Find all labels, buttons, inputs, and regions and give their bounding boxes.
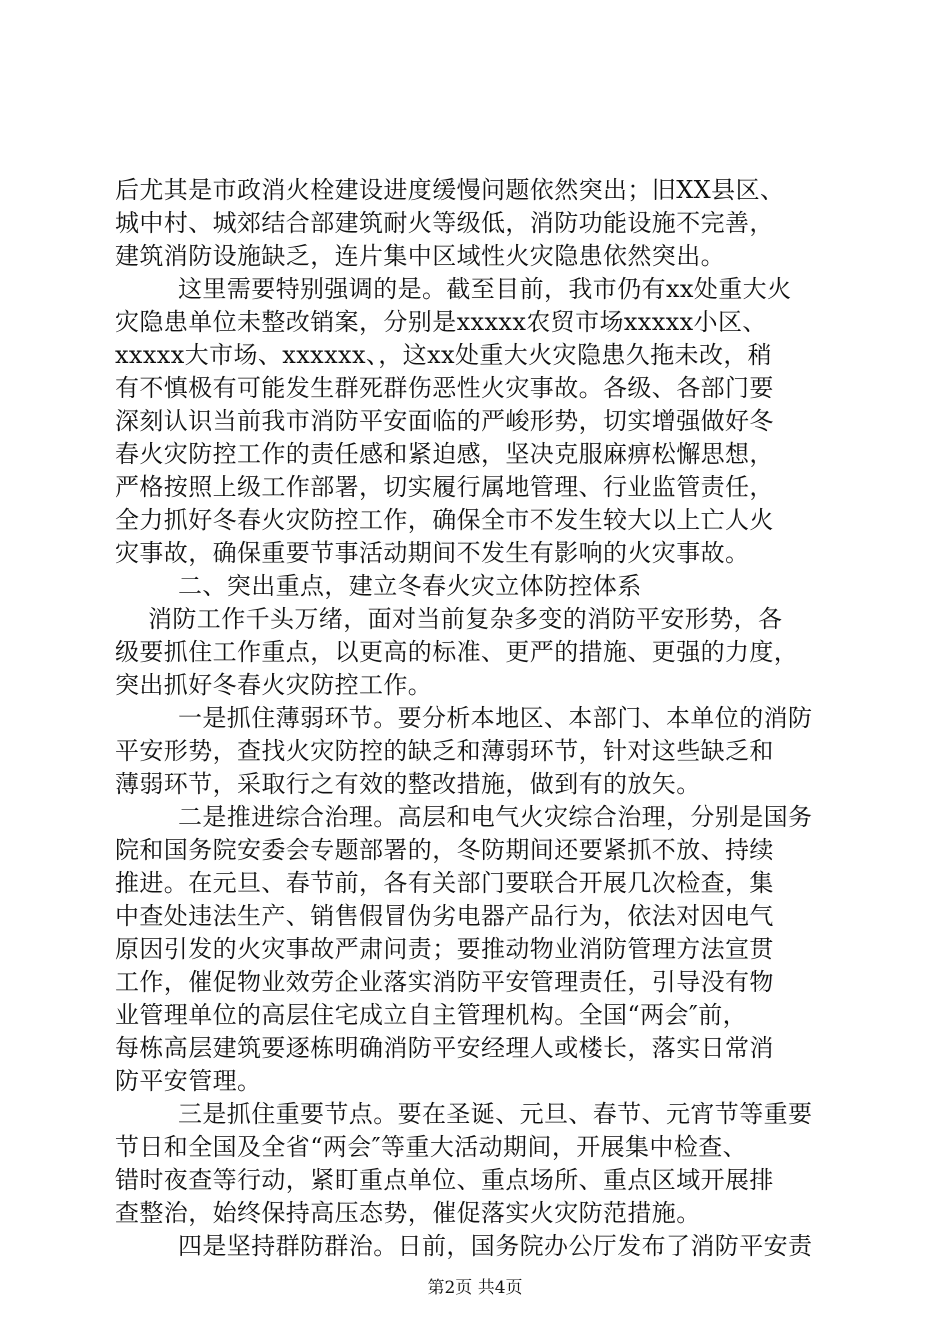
text-line: 有不慎极有可能发生群死群伤恶性火灾事故。各级、各部门要 <box>115 374 774 402</box>
text-line: 查整治，始终保持高压态势，催促落实火灾防范措施。 <box>115 1199 701 1227</box>
text-line: 全力抓好冬春火灾防控工作，确保全市不发生较大以上亡人火 <box>115 506 774 534</box>
text-line: 建筑消防设施缺乏，连片集中区域性火灾隐患依然突出。 <box>115 242 725 270</box>
paragraph-first-line: 这里需要特别强调的是。截至目前，我市仍有xx处重大火 <box>178 275 792 303</box>
page-number-footer: 第2页 共4页 <box>427 1278 523 1298</box>
text-line: 灾隐患单位未整改销案，分别是xxxxx农贸市场xxxxx小区、 <box>115 308 767 336</box>
text-line: 春火灾防控工作的责任感和紧迫感，坚决克服麻痹松懈思想， <box>115 440 774 468</box>
text-line: 城中村、城郊结合部建筑耐火等级低，消防功能设施不完善， <box>115 209 774 237</box>
paragraph-first-line: 三是抓住重要节点。要在圣诞、元旦、春节、元宵节等重要 <box>178 1100 813 1128</box>
paragraph-first-line: 一是抓住薄弱环节。要分析本地区、本部门、本单位的消防 <box>178 704 813 732</box>
paragraph-first-line: 四是坚持群防群治。日前，国务院办公厅发布了消防平安责 <box>178 1232 813 1260</box>
text-line: 中查处违法生产、销售假冒伪劣电器产品行为，依法对因电气 <box>115 902 774 930</box>
text-line: 每栋高层建筑要逐栋明确消防平安经理人或楼长，落实日常消 <box>115 1034 774 1062</box>
text-line: 突出抓好冬春火灾防控工作。 <box>115 671 433 699</box>
paragraph-first-line: 二是推进综合治理。高层和电气火灾综合治理，分别是国务 <box>178 803 813 831</box>
text-line: 节日和全国及全省“两会″等重大活动期间，开展集中检查、 <box>115 1133 748 1161</box>
text-line: 严格按照上级工作部署，切实履行属地管理、行业监管责任， <box>115 473 774 501</box>
text-line: 推进。在元旦、春节前，各有关部门要联合开展几次检查，集 <box>115 869 774 897</box>
section-heading: 二、突出重点，建立冬春火灾立体防控体系 <box>178 572 642 600</box>
paragraph-first-line: 消防工作千头万绪，面对当前复杂多变的消防平安形势，各 <box>148 605 783 633</box>
text-line: 错时夜查等行动，紧盯重点单位、重点场所、重点区域开展排 <box>115 1166 774 1194</box>
text-line: 薄弱环节，采取行之有效的整改措施，做到有的放矢。 <box>115 770 701 798</box>
text-line: 级要抓住工作重点，以更高的标准、更严的措施、更强的力度， <box>115 638 799 666</box>
text-line: 平安形势，查找火灾防控的缺乏和薄弱环节，针对这些缺乏和 <box>115 737 774 765</box>
text-line: 院和国务院安委会专题部署的，冬防期间还要紧抓不放、持续 <box>115 836 774 864</box>
text-line: 深刻认识当前我市消防平安面临的严峻形势，切实增强做好冬 <box>115 407 774 435</box>
text-line: 工作，催促物业效劳企业落实消防平安管理责任，引导没有物 <box>115 968 774 996</box>
text-line: 原因引发的火灾事故严肃问责；要推动物业消防管理方法宣贯 <box>115 935 774 963</box>
text-line: 业管理单位的高层住宅成立自主管理机构。全国“两会″前， <box>115 1001 748 1029</box>
text-line: 后尤其是市政消火栓建设进度缓慢问题依然突出；旧XX县区、 <box>115 176 785 204</box>
text-line: xxxxx大市场、xxxxxx、，这xx处重大火灾隐患久拖未改，稍 <box>115 341 773 369</box>
text-line: 防平安管理。 <box>115 1067 262 1095</box>
text-line: 灾事故，确保重要节事活动期间不发生有影响的火灾事故。 <box>115 539 750 567</box>
